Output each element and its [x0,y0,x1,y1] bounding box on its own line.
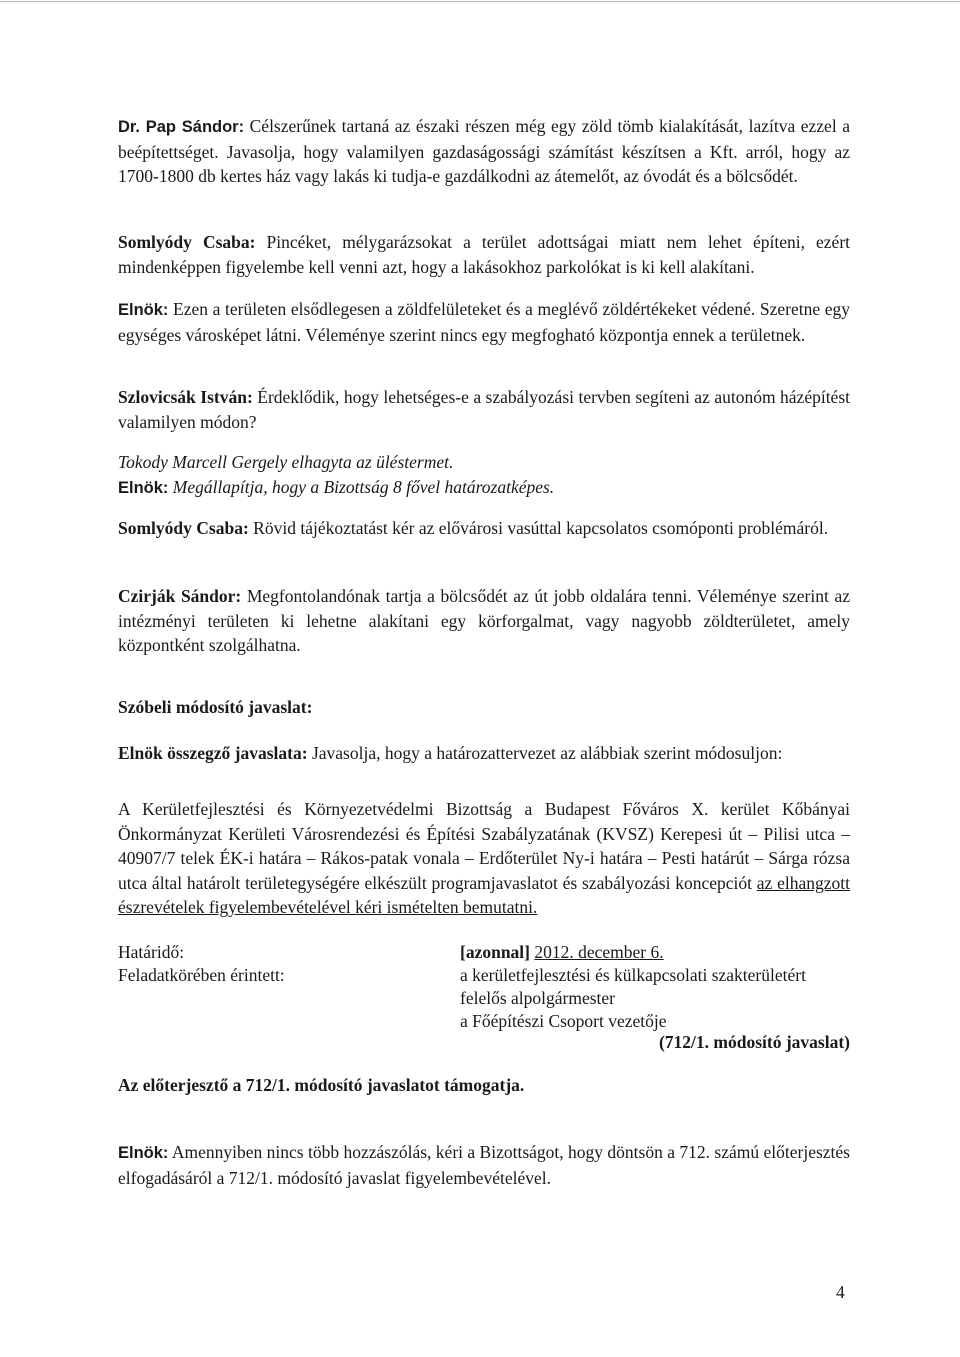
speaker-name: Szlovicsák István: [118,387,253,407]
paragraph-elnok-1 [118,297,850,347]
paragraph-text: Ezen a területen elsődlegesen a zöldfelületeket és a meglévő zöldértékeket védené. Szeretne egy egységes városképet látni. Véleménye szerint nincs egy megfogható központja ennek a területnek. [118,299,850,345]
paragraph-announcement [118,450,850,500]
section-heading: Szóbeli módosító javaslat: [118,697,313,717]
speaker-name: Dr. Pap Sándor: [118,118,245,136]
paragraph-text: Megfontolandónak tartja a bölcsődét az út jobb oldalára tenni. Véleménye szerint az intézményi területen ki lehetne alakítani egy körforgalmat, vagy nagyobb zöldterületet, amely központként szolgálhatna. [118,586,850,655]
quorum-line: Megállapítja, hogy a Bizottság 8 fővel határozatképes. [168,476,555,497]
responsible-row-2 [118,986,850,1010]
page-number: 4 [836,1282,845,1302]
paragraph-pap-sandor [118,114,850,189]
paragraph-text: Érdeklődik, hogy lehetséges-e a szabályozási tervben segíteni az autonóm házépítést valamilyen módon? [118,387,851,432]
deadline-row [118,940,850,964]
deadline-label: Határidő: [118,942,185,962]
speaker-name: Elnök: [118,1144,169,1162]
amendment-reference: (712/1. módosító javaslat) [658,1032,850,1052]
paragraph-elnok-summary [118,741,850,766]
responsible-line-3: a Főépítészi Csoport vezetője [460,1011,667,1031]
speaker-name: Somlyódy Csaba: [118,232,256,252]
resolution-underlined: az elhangzott észrevételek figyelembevételével kéri ismételten bemutatni. [118,872,850,917]
scan-edge-line [0,1,960,2]
responsible-line-2: felelős alpolgármester [460,988,616,1008]
responsible-row [118,963,850,987]
paragraph-text: Rövid tájékoztatást kér az elővárosi vasúttal kapcsolatos csomóponti problémáról. [248,518,829,538]
speaker-name: Elnök: [118,301,169,319]
paragraph-somlyody-1 [118,230,850,279]
paragraph-text: Célszerűnek tartaná az északi részen még egy zöld tömb kialakítását, lazítva ezzel a beépítettséget. Javasolja, hogy valamilyen gazdaságossági számítást készítsen a Kft. arról, hogy az 1700-1800 db kertes ház vagy lakás ki tudja-e gazdálkodni az átemelőt, az óvodát és a bölcsődét. [118,116,850,186]
paragraph-text: Pincéket, mélygarázsokat a terület adottságai miatt nem lehet építeni, ezért mindenképpen figyelembe kell venni azt, hogy a lakásokhoz parkolókat is ki kell alakítani. [118,232,851,277]
deadline-date: 2012. december 6. [534,942,664,962]
resolution-text [118,797,850,920]
deadline-immediate: [azonnal] [460,942,530,962]
responsible-line-1: a kerületfejlesztési és külkapcsolati szakterületért [460,965,806,985]
speaker-name: Elnök összegző javaslata: [118,743,308,763]
support-statement: Az előterjesztő a 712/1. módosító javaslatot támogatja. [118,1075,525,1095]
paragraph-czirjak [118,584,850,658]
speaker-name: Elnök: [118,478,169,497]
responsible-label: Feladatkörében érintett: [118,965,285,985]
announcement-line: Tokody Marcell Gergely elhagyta az üléstermet. [118,452,454,472]
deadline-value [460,940,664,965]
paragraph-szlovicsak [118,385,850,434]
paragraph-somlyody-2 [118,516,850,541]
resolution-body: A Kerületfejlesztési és Környezetvédelmi Bizottság a Budapest Főváros X. kerület Kőbányai Önkormányzat Kerületi Városrendezési és Építési Szabályzatának (KVSZ) Kerepesi út – Pilisi utca – 40907/7 telek ÉK-i határa – Rákos-patak vonala – Erdőterület Ny-i határa – Pesti határút – Sárga rózsa utca által határolt területegységére elkészült programjavaslatot és szabályozási koncepciót [118,799,850,893]
paragraph-text: Amennyiben nincs több hozzászólás, kéri a Bizottságot, hogy döntsön a 712. számú előterjesztés elfogadásáról a 712/1. módosító javaslat figyelembevételével. [118,1142,850,1188]
speaker-name: Czirják Sándor: [118,586,242,606]
paragraph-text: Javasolja, hogy a határozattervezet az alábbiak szerint módosuljon: [307,743,783,763]
reference-row [118,1030,850,1054]
paragraph-elnok-2 [118,1140,850,1190]
speaker-name: Somlyódy Csaba: [118,518,249,538]
